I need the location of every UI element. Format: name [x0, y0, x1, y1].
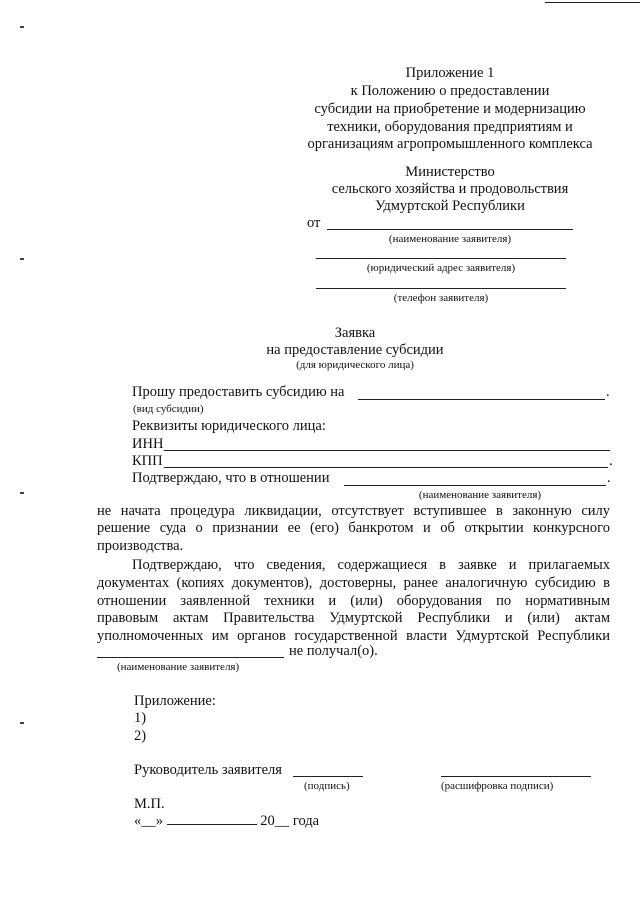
year-field[interactable]: __ — [274, 813, 290, 829]
requisites-label: Реквизиты юридического лица: — [132, 418, 326, 434]
paragraph-line: правовым актам Правительства Удмуртской Республики и (или) актам — [97, 610, 610, 626]
signature-hint: (подпись) — [304, 780, 350, 792]
confirm-prefix: Подтверждаю, что в отношении — [132, 470, 330, 486]
application-entity-type: (для юридического лица) — [296, 359, 414, 371]
inn-label: ИНН — [132, 436, 164, 452]
applicant-phone-hint: (телефон заявителя) — [393, 292, 489, 304]
kpp-label: КПП — [132, 453, 163, 469]
attachment-item: 1) — [134, 710, 147, 726]
appendix-number: Приложение 1 — [405, 65, 495, 81]
paragraph-line: решение суда о признании ее (его) банкротом и об открытии конкурсного — [97, 520, 610, 536]
scan-mark — [20, 258, 24, 260]
confirm-applicant-hint: (наименование заявителя) — [418, 489, 542, 501]
signature-field[interactable] — [293, 776, 363, 777]
head-label: Руководитель заявителя — [134, 762, 282, 778]
scan-mark — [20, 26, 24, 28]
paragraph-line: отношении заявленной техники и (или) оборудования по нормативным — [97, 593, 610, 609]
subsidy-type-hint: (вид субсидии) — [133, 403, 204, 415]
applicant-phone-field[interactable] — [316, 288, 566, 289]
date-close-quote: » — [155, 813, 163, 829]
day-field[interactable]: __ — [141, 813, 156, 829]
appendix-ref-line: к Положению о предоставлении — [350, 83, 550, 99]
appendix-ref-line: субсидии на приобретение и модернизацию — [314, 101, 586, 117]
paragraph-line: производства. — [97, 538, 184, 554]
applicant-name-hint-2: (наименование заявителя) — [117, 661, 240, 673]
signature-decoding-field[interactable] — [441, 776, 591, 777]
from-label: от — [307, 215, 321, 231]
scan-edge-line — [545, 2, 640, 3]
applicant-name-hint: (наименование заявителя) — [388, 233, 512, 245]
date-open-quote: « — [134, 813, 142, 829]
kpp-field[interactable] — [164, 467, 608, 468]
confirm-applicant-field[interactable] — [344, 485, 606, 486]
application-subtitle: на предоставление субсидии — [266, 342, 444, 358]
paragraph-line: документах (копиях документов), достоверны, ранее аналогичную субсидию в — [97, 575, 610, 591]
year-suffix: года — [292, 813, 320, 829]
stamp-label: М.П. — [134, 796, 165, 812]
ministry-name: сельского хозяйства и продовольствия — [331, 181, 569, 197]
appendix-ref-line: организациям агропромышленного комплекса — [307, 136, 593, 152]
not-received-text: не получал(о). — [289, 643, 378, 659]
paragraph-line: уполномоченных им органов государственной власти Удмуртской Республики — [97, 628, 610, 644]
ministry-name: Удмуртской Республики — [375, 198, 525, 214]
subsidy-type-field[interactable] — [358, 399, 605, 400]
application-title: Заявка — [334, 325, 376, 341]
appendix-ref-line: техники, оборудования предприятиям и — [327, 119, 573, 135]
attachments-label: Приложение: — [134, 693, 216, 709]
year-prefix: 20 — [260, 813, 275, 829]
paragraph-line: не начата процедура ликвидации, отсутствует вступившее в законную силу — [97, 503, 610, 519]
punctuation: . — [609, 453, 613, 469]
punctuation: . — [607, 470, 611, 486]
paragraph-line: Подтверждаю, что сведения, содержащиеся в заявке и прилагаемых — [132, 557, 610, 573]
month-field[interactable] — [167, 812, 257, 825]
applicant-name-field-2[interactable] — [97, 657, 284, 658]
inn-field[interactable] — [164, 450, 610, 451]
date-line — [134, 812, 319, 830]
attachment-item: 2) — [134, 728, 147, 744]
applicant-address-field[interactable] — [316, 258, 566, 259]
scan-mark — [20, 492, 24, 494]
ministry-name: Министерство — [405, 164, 495, 180]
applicant-name-field[interactable] — [327, 229, 573, 230]
signature-decoding-hint: (расшифровка подписи) — [441, 780, 554, 792]
scan-mark — [20, 722, 24, 724]
punctuation: . — [606, 384, 610, 400]
applicant-address-hint: (юридический адрес заявителя) — [366, 262, 516, 274]
request-prefix: Прошу предоставить субсидию на — [132, 384, 345, 400]
